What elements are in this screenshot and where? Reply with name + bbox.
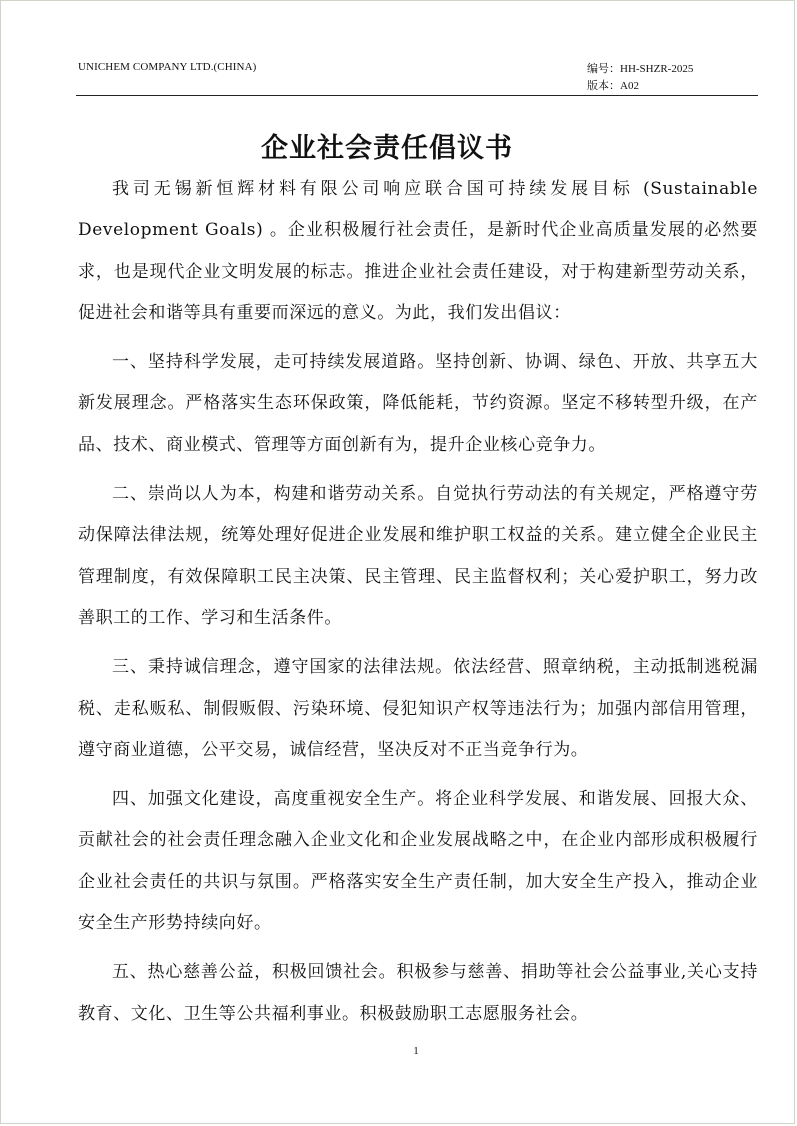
- document-number: 编号：HH-SHZR-2025: [587, 63, 694, 75]
- initiative-item-1: 一、坚持科学发展，走可持续发展道路。坚持创新、协调、绿色、开放、共享五大新发展理念。严格落实生态环保政策，降低能耗，节约资源。坚定不移转型升级，在产品、技术、商业模式、管理等方面创新有为，提升企业核心竞争力。: [78, 352, 758, 455]
- document-version: 版本：A02: [587, 80, 639, 92]
- initiative-item-5: 五、热心慈善公益，积极回馈社会。积极参与慈善、捐助等社会公益事业,关心支持教育、文化、卫生等公共福利事业。积极鼓励职工志愿服务社会。: [78, 962, 758, 1024]
- page-number: 1: [413, 1045, 419, 1057]
- company-name: UNICHEM COMPANY LTD.(CHINA): [78, 61, 257, 73]
- intro-paragraph: 我司无锡新恒辉材料有限公司响应联合国可持续发展目标 (Sustainable Development Goals) 。企业积极履行社会责任，是新时代企业高质量发展的必然要求，也是现代企业文明发展的标志。推进企业社会责任建设，对于构建新型劳动关系，促进社会和谐等具有重要而深远的意义。为此，我们发出倡议：: [78, 179, 758, 323]
- initiative-item-4: 四、加强文化建设，高度重视安全生产。将企业科学发展、和谐发展、回报大众、贡献社会的社会责任理念融入企业文化和企业发展战略之中，在企业内部形成积极履行企业社会责任的共识与氛围。严格落实安全生产责任制，加大安全生产投入，推动企业安全生产形势持续向好。: [78, 789, 758, 934]
- document-body: [78, 169, 758, 1035]
- initiative-item-3: 三、秉持诚信理念，遵守国家的法律法规。依法经营、照章纳税，主动抵制逃税漏税、走私贩私、制假贩假、污染环境、侵犯知识产权等违法行为；加强内部信用管理，遵守商业道德，公平交易，诚信经营，坚决反对不正当竞争行为。: [78, 657, 758, 760]
- header-divider: [76, 95, 758, 96]
- document-info: [587, 61, 693, 95]
- document-title: 企业社会责任倡议书: [261, 133, 513, 164]
- initiative-item-2: 二、崇尚以人为本，构建和谐劳动关系。自觉执行劳动法的有关规定，严格遵守劳动保障法律法规，统筹处理好促进企业发展和维护职工权益的关系。建立健全企业民主管理制度，有效保障职工民主决策、民主管理、民主监督权利；关心爱护职工，努力改善职工的工作、学习和生活条件。: [78, 484, 758, 628]
